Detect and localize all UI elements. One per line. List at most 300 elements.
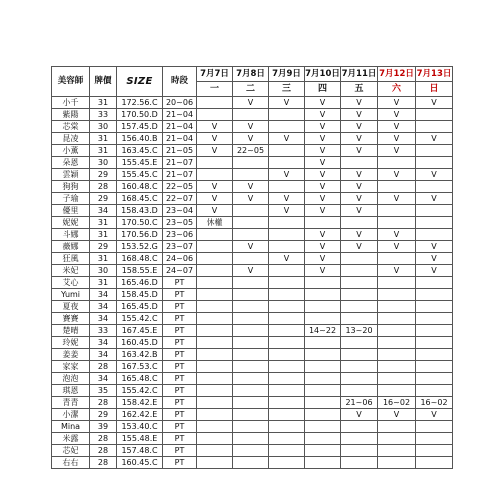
day-cell	[416, 301, 453, 313]
day-cell: V	[378, 145, 416, 157]
therapist-name: 楚晴	[52, 325, 90, 337]
day-cell	[233, 457, 269, 469]
price-cell: 29	[90, 409, 117, 421]
therapist-name: 青青	[52, 397, 90, 409]
day-cell: V	[341, 133, 378, 145]
size-cell: 167.45.E	[117, 325, 163, 337]
slot-cell: PT	[163, 397, 197, 409]
slot-cell: 21~04	[163, 109, 197, 121]
size-cell: 168.48.C	[117, 253, 163, 265]
table-row	[52, 445, 453, 457]
size-cell: 155.48.E	[117, 433, 163, 445]
price-cell: 28	[90, 397, 117, 409]
day-cell: V	[378, 265, 416, 277]
slot-cell: 21~04	[163, 121, 197, 133]
therapist-name: 小薰	[52, 145, 90, 157]
header-name: 美容師	[52, 67, 90, 97]
therapist-name: 家家	[52, 361, 90, 373]
slot-cell: 21~07	[163, 169, 197, 181]
day-cell	[341, 445, 378, 457]
day-cell	[269, 445, 305, 457]
slot-cell: 23~05	[163, 217, 197, 229]
day-cell: V	[233, 241, 269, 253]
day-cell: V	[378, 109, 416, 121]
day-cell	[305, 337, 341, 349]
day-cell	[233, 169, 269, 181]
day-cell	[416, 157, 453, 169]
price-cell: 29	[90, 193, 117, 205]
therapist-name: 米妃	[52, 265, 90, 277]
slot-cell: 21~07	[163, 157, 197, 169]
day-cell: V	[305, 121, 341, 133]
day-cell	[233, 361, 269, 373]
size-cell: 158.43.D	[117, 205, 163, 217]
day-cell	[233, 397, 269, 409]
day-cell	[197, 445, 233, 457]
slot-cell: PT	[163, 277, 197, 289]
day-cell: V	[378, 121, 416, 133]
day-cell: V	[341, 169, 378, 181]
header-size: SIZE	[117, 67, 163, 97]
price-cell: 31	[90, 277, 117, 289]
size-cell: 155.42.C	[117, 385, 163, 397]
therapist-name: 狗狗	[52, 181, 90, 193]
table-row	[52, 157, 453, 169]
price-cell: 31	[90, 145, 117, 157]
day-cell	[197, 457, 233, 469]
therapist-name: 米露	[52, 433, 90, 445]
day-cell	[233, 205, 269, 217]
day-cell	[416, 457, 453, 469]
size-cell: 163.42.B	[117, 349, 163, 361]
day-cell	[305, 313, 341, 325]
day-cell	[378, 289, 416, 301]
day-cell	[305, 385, 341, 397]
day-cell	[269, 385, 305, 397]
day-cell: V	[269, 193, 305, 205]
day-cell	[341, 265, 378, 277]
date-header: 7月7日	[197, 67, 233, 82]
table-row	[52, 337, 453, 349]
price-cell: 33	[90, 325, 117, 337]
table-row	[52, 385, 453, 397]
size-cell: 165.46.D	[117, 277, 163, 289]
day-cell	[197, 157, 233, 169]
table-row	[52, 193, 453, 205]
day-cell: 22~05	[233, 145, 269, 157]
date-header: 7月13日	[416, 67, 453, 82]
day-cell	[233, 325, 269, 337]
table-row	[52, 433, 453, 445]
therapist-name: Yumi	[52, 289, 90, 301]
day-cell: 16~02	[378, 397, 416, 409]
day-cell	[416, 109, 453, 121]
day-cell	[305, 289, 341, 301]
date-header: 7月8日	[233, 67, 269, 82]
day-cell: V	[197, 121, 233, 133]
slot-cell: 21~04	[163, 133, 197, 145]
table-row	[52, 409, 453, 421]
day-cell	[378, 421, 416, 433]
day-cell	[269, 121, 305, 133]
day-cell: V	[341, 109, 378, 121]
day-cell: V	[305, 229, 341, 241]
therapist-name: 昆凌	[52, 133, 90, 145]
day-cell	[378, 325, 416, 337]
day-cell	[269, 145, 305, 157]
day-cell	[197, 109, 233, 121]
size-cell: 168.45.C	[117, 193, 163, 205]
table-row	[52, 397, 453, 409]
table-row	[52, 265, 453, 277]
slot-cell: 22~07	[163, 193, 197, 205]
price-cell: 39	[90, 421, 117, 433]
day-cell: V	[305, 169, 341, 181]
day-cell: V	[197, 205, 233, 217]
day-cell	[233, 217, 269, 229]
day-cell	[416, 181, 453, 193]
table-row	[52, 205, 453, 217]
day-cell	[341, 157, 378, 169]
table-row	[52, 253, 453, 265]
day-cell	[197, 361, 233, 373]
slot-cell: 23~06	[163, 229, 197, 241]
day-cell	[341, 277, 378, 289]
day-cell: V	[378, 97, 416, 109]
therapist-name: Mina	[52, 421, 90, 433]
day-cell	[416, 217, 453, 229]
slot-cell: PT	[163, 289, 197, 301]
day-cell: 21~06	[341, 397, 378, 409]
day-cell	[197, 169, 233, 181]
day-cell	[341, 313, 378, 325]
size-cell: 158.42.E	[117, 397, 163, 409]
day-cell: V	[341, 181, 378, 193]
day-cell: V	[305, 145, 341, 157]
day-cell: V	[233, 121, 269, 133]
table-row	[52, 373, 453, 385]
day-cell	[378, 217, 416, 229]
day-cell	[378, 313, 416, 325]
day-cell	[233, 349, 269, 361]
day-cell	[305, 277, 341, 289]
slot-cell: PT	[163, 337, 197, 349]
slot-cell: PT	[163, 457, 197, 469]
price-cell: 34	[90, 205, 117, 217]
day-cell	[269, 265, 305, 277]
price-cell: 28	[90, 445, 117, 457]
day-cell: V	[197, 133, 233, 145]
slot-cell: PT	[163, 421, 197, 433]
therapist-name: 子瑜	[52, 193, 90, 205]
day-cell: V	[378, 169, 416, 181]
day-cell: V	[305, 205, 341, 217]
size-cell: 156.40.B	[117, 133, 163, 145]
day-cell: V	[305, 253, 341, 265]
size-cell: 157.48.C	[117, 445, 163, 457]
day-cell	[416, 313, 453, 325]
therapist-name: 雲穎	[52, 169, 90, 181]
day-cell	[378, 373, 416, 385]
day-cell: V	[416, 241, 453, 253]
day-cell	[305, 301, 341, 313]
day-cell	[269, 313, 305, 325]
slot-cell: 24~07	[163, 265, 197, 277]
therapist-name: 妮妮	[52, 217, 90, 229]
size-cell: 160.45.C	[117, 457, 163, 469]
day-cell: V	[305, 193, 341, 205]
day-cell	[341, 337, 378, 349]
day-cell	[197, 385, 233, 397]
day-cell	[305, 373, 341, 385]
day-cell	[416, 145, 453, 157]
day-cell	[341, 289, 378, 301]
day-cell	[197, 265, 233, 277]
day-cell: V	[305, 109, 341, 121]
day-cell	[269, 337, 305, 349]
price-cell: 34	[90, 301, 117, 313]
date-header: 7月12日	[378, 67, 416, 82]
price-cell: 35	[90, 385, 117, 397]
day-cell: V	[269, 133, 305, 145]
day-cell	[197, 253, 233, 265]
weekday-header: 二	[233, 82, 269, 97]
size-cell: 158.55.E	[117, 265, 163, 277]
therapist-name: 芯妃	[52, 445, 90, 457]
price-cell: 34	[90, 289, 117, 301]
table-row	[52, 277, 453, 289]
day-cell	[378, 457, 416, 469]
size-cell: 155.45.E	[117, 157, 163, 169]
day-cell	[341, 301, 378, 313]
day-cell	[269, 325, 305, 337]
day-cell: V	[305, 133, 341, 145]
day-cell	[378, 385, 416, 397]
day-cell: 16~02	[416, 397, 453, 409]
day-cell	[269, 349, 305, 361]
day-cell	[416, 325, 453, 337]
therapist-name: 艾心	[52, 277, 90, 289]
table-row	[52, 169, 453, 181]
day-cell	[233, 445, 269, 457]
day-cell: V	[416, 193, 453, 205]
day-cell	[305, 433, 341, 445]
day-cell: V	[341, 241, 378, 253]
day-cell	[305, 349, 341, 361]
day-cell: V	[305, 181, 341, 193]
day-cell	[305, 217, 341, 229]
day-cell	[197, 277, 233, 289]
table-row	[52, 181, 453, 193]
day-cell	[416, 229, 453, 241]
therapist-name: 賽賽	[52, 313, 90, 325]
day-cell	[233, 301, 269, 313]
day-cell	[269, 109, 305, 121]
table-row	[52, 121, 453, 133]
size-cell: 172.56.C	[117, 97, 163, 109]
day-cell	[197, 289, 233, 301]
day-cell	[197, 241, 233, 253]
price-cell: 28	[90, 457, 117, 469]
day-cell	[416, 373, 453, 385]
day-cell: V	[416, 265, 453, 277]
day-cell	[197, 229, 233, 241]
day-cell: V	[233, 193, 269, 205]
therapist-name: 狂風	[52, 253, 90, 265]
day-cell	[197, 97, 233, 109]
price-cell: 31	[90, 97, 117, 109]
day-cell	[416, 433, 453, 445]
therapist-name: 姜姜	[52, 349, 90, 361]
schedule-body	[52, 97, 453, 469]
day-cell	[233, 109, 269, 121]
day-cell	[197, 409, 233, 421]
price-cell: 34	[90, 313, 117, 325]
slot-cell: PT	[163, 373, 197, 385]
day-cell: V	[233, 97, 269, 109]
day-cell	[269, 289, 305, 301]
slot-cell: PT	[163, 349, 197, 361]
day-cell: V	[197, 181, 233, 193]
price-cell: 30	[90, 121, 117, 133]
day-cell	[233, 421, 269, 433]
day-cell	[378, 205, 416, 217]
day-cell	[233, 313, 269, 325]
slot-cell: 21~05	[163, 145, 197, 157]
day-cell	[416, 121, 453, 133]
therapist-name: 薇娜	[52, 241, 90, 253]
therapist-name: 琪恩	[52, 385, 90, 397]
day-cell	[378, 337, 416, 349]
day-cell	[269, 421, 305, 433]
day-cell	[341, 253, 378, 265]
date-header: 7月11日	[341, 67, 378, 82]
day-cell	[269, 361, 305, 373]
date-header: 7月10日	[305, 67, 341, 82]
day-cell: V	[269, 205, 305, 217]
table-row	[52, 97, 453, 109]
day-cell	[197, 397, 233, 409]
day-cell	[378, 349, 416, 361]
size-cell: 158.45.D	[117, 289, 163, 301]
slot-cell: PT	[163, 433, 197, 445]
table-row	[52, 109, 453, 121]
price-cell: 28	[90, 433, 117, 445]
table-row	[52, 313, 453, 325]
table-row	[52, 229, 453, 241]
day-cell	[233, 277, 269, 289]
slot-cell: PT	[163, 445, 197, 457]
price-cell: 29	[90, 241, 117, 253]
day-cell	[341, 457, 378, 469]
table-row	[52, 361, 453, 373]
day-cell	[233, 433, 269, 445]
day-cell: V	[305, 265, 341, 277]
slot-cell: PT	[163, 301, 197, 313]
day-cell: V	[341, 121, 378, 133]
table-row	[52, 217, 453, 229]
size-cell: 153.52.G	[117, 241, 163, 253]
day-cell	[233, 157, 269, 169]
table-row	[52, 133, 453, 145]
day-cell: V	[378, 193, 416, 205]
day-cell	[416, 289, 453, 301]
size-cell: 160.48.C	[117, 181, 163, 193]
price-cell: 34	[90, 349, 117, 361]
day-cell	[269, 157, 305, 169]
size-cell: 155.45.C	[117, 169, 163, 181]
day-cell	[378, 253, 416, 265]
day-cell	[416, 205, 453, 217]
price-cell: 29	[90, 169, 117, 181]
therapist-name: 優里	[52, 205, 90, 217]
day-cell	[197, 349, 233, 361]
day-cell	[341, 421, 378, 433]
day-cell	[233, 409, 269, 421]
therapist-name: 夏夜	[52, 301, 90, 313]
day-cell: V	[233, 181, 269, 193]
day-cell: V	[341, 205, 378, 217]
size-cell: 162.42.E	[117, 409, 163, 421]
day-cell: V	[341, 145, 378, 157]
day-cell	[305, 397, 341, 409]
day-cell	[378, 361, 416, 373]
weekday-header: 六	[378, 82, 416, 97]
therapist-name: 紫陽	[52, 109, 90, 121]
day-cell	[341, 361, 378, 373]
slot-cell: PT	[163, 409, 197, 421]
price-cell: 34	[90, 373, 117, 385]
day-cell	[269, 217, 305, 229]
slot-cell: PT	[163, 325, 197, 337]
therapist-name: 玲妮	[52, 337, 90, 349]
weekday-header: 三	[269, 82, 305, 97]
day-cell: V	[341, 97, 378, 109]
day-cell	[378, 181, 416, 193]
day-cell	[197, 337, 233, 349]
day-cell: V	[416, 97, 453, 109]
day-cell	[269, 457, 305, 469]
day-cell: V	[305, 97, 341, 109]
therapist-name: 泡泡	[52, 373, 90, 385]
table-row	[52, 421, 453, 433]
day-cell: V	[416, 169, 453, 181]
day-cell	[233, 253, 269, 265]
table-row	[52, 145, 453, 157]
table-row	[52, 241, 453, 253]
day-cell: V	[305, 241, 341, 253]
day-cell	[233, 337, 269, 349]
therapist-name: 芯棠	[52, 121, 90, 133]
price-cell: 33	[90, 109, 117, 121]
size-cell: 170.50.D	[117, 109, 163, 121]
day-cell	[269, 229, 305, 241]
therapist-name: 斗娜	[52, 229, 90, 241]
slot-cell: 22~05	[163, 181, 197, 193]
header-row	[52, 67, 453, 82]
day-cell	[305, 445, 341, 457]
day-cell	[269, 181, 305, 193]
therapist-name: 小千	[52, 97, 90, 109]
schedule-table	[51, 66, 453, 469]
day-cell	[341, 217, 378, 229]
day-cell: V	[197, 193, 233, 205]
slot-cell: 23~04	[163, 205, 197, 217]
size-cell: 155.42.C	[117, 313, 163, 325]
price-cell: 31	[90, 133, 117, 145]
price-cell: 30	[90, 265, 117, 277]
price-cell: 28	[90, 361, 117, 373]
